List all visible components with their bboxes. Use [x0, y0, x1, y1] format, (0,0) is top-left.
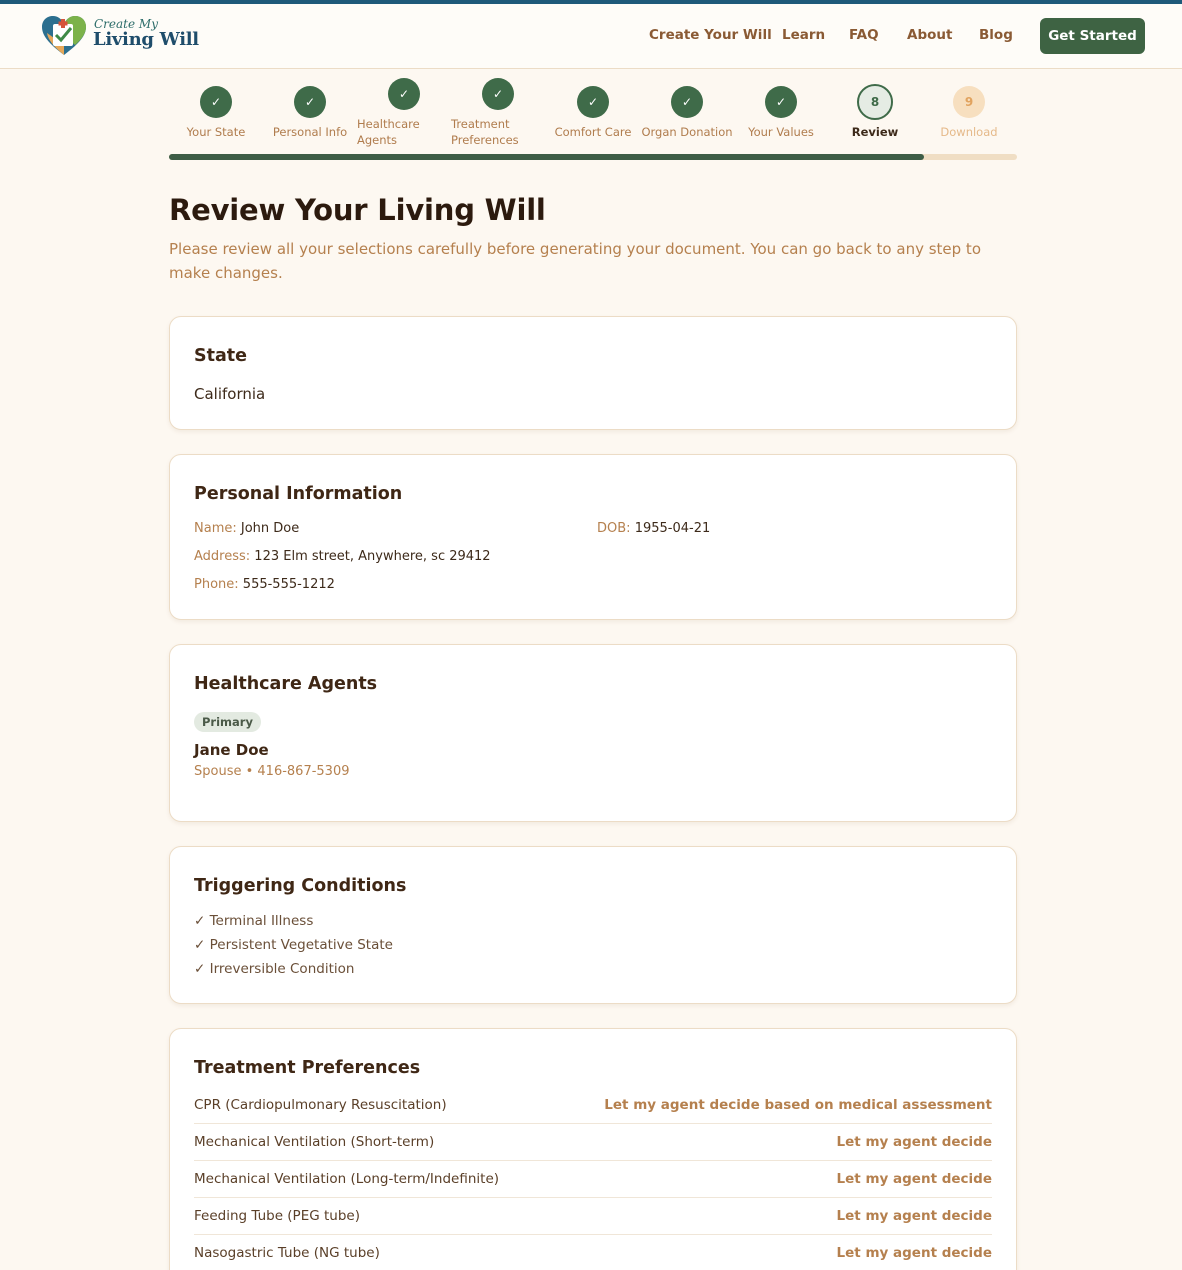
agent-name: Jane Doe: [194, 741, 269, 759]
treatment-choice: Let my agent decide: [836, 1245, 992, 1261]
field-value: John Doe: [240, 521, 300, 536]
treatment-choice: Let my agent decide: [836, 1208, 992, 1224]
card-title: Treatment Preferences: [194, 1058, 421, 1078]
treatment-row: [194, 1087, 992, 1124]
agent-detail: Spouse • 416-867-5309: [194, 764, 350, 779]
get-started-button[interactable]: Get Started: [1040, 18, 1145, 54]
step-label: Comfort Care: [554, 125, 632, 139]
nav-about[interactable]: About: [907, 27, 953, 43]
step-label: Healthcare Agents: [357, 117, 420, 147]
treatment-name: Feeding Tube (PEG tube): [194, 1208, 360, 1224]
treatment-name: Nasogastric Tube (NG tube): [194, 1245, 380, 1261]
nav-blog[interactable]: Blog: [979, 27, 1013, 43]
treatment-choice: Let my agent decide based on medical assessment: [604, 1097, 992, 1113]
condition-item: ✓ Persistent Vegetative State: [194, 937, 393, 953]
page-title: Review Your Living Will: [169, 193, 546, 227]
check-icon: ✓: [765, 86, 797, 118]
check-icon: ✓: [577, 86, 609, 118]
step-your-values[interactable]: [731, 86, 831, 140]
step-review[interactable]: [825, 84, 925, 140]
card-title: Personal Information: [194, 484, 403, 504]
treatment-choice: Let my agent decide: [836, 1134, 992, 1150]
nav-learn[interactable]: Learn: [782, 27, 826, 43]
step-label: Organ Donation: [641, 125, 733, 139]
treatment-row: [194, 1161, 992, 1198]
check-icon: ✓: [482, 78, 514, 110]
logo-title: Living Will: [93, 29, 199, 50]
step-your-state[interactable]: [166, 86, 266, 140]
step-personal-info[interactable]: [260, 86, 360, 140]
step-number: 9: [953, 86, 985, 118]
treatment-name: CPR (Cardiopulmonary Resuscitation): [194, 1097, 447, 1113]
treatment-name: Mechanical Ventilation (Short-term): [194, 1134, 435, 1150]
step-label: Review: [851, 125, 899, 139]
name-field: [194, 521, 299, 536]
primary-badge: Primary: [194, 712, 261, 732]
check-icon: ✓: [200, 86, 232, 118]
step-label: Treatment Preferences: [451, 117, 519, 147]
field-value: 1955-04-21: [634, 521, 711, 536]
state-value: California: [194, 385, 266, 403]
field-label: Name:: [194, 521, 237, 536]
treatment-row: [194, 1198, 992, 1235]
field-label: Phone:: [194, 577, 239, 592]
state-card: [169, 316, 1017, 430]
field-label: DOB:: [597, 521, 631, 536]
step-comfort-care[interactable]: [543, 86, 643, 140]
condition-item: ✓ Terminal Illness: [194, 913, 314, 929]
treatment-choice: Let my agent decide: [836, 1171, 992, 1187]
check-icon: ✓: [388, 78, 420, 110]
step-label: Your State: [186, 125, 246, 139]
step-label: Download: [940, 125, 998, 139]
progress-stepper: [0, 69, 1182, 164]
site-header: [0, 4, 1182, 69]
heart-logo-icon: [40, 15, 88, 57]
check-icon: ✓: [671, 86, 703, 118]
field-label: Address:: [194, 549, 251, 564]
treatment-row: [194, 1235, 992, 1270]
condition-item: ✓ Irreversible Condition: [194, 961, 355, 977]
field-value: 123 Elm street, Anywhere, sc 29412: [254, 549, 491, 564]
check-icon: ✓: [294, 86, 326, 118]
progress-bar-fill: [169, 154, 924, 160]
card-title: State: [194, 346, 248, 366]
logo-tagline: Create My: [94, 17, 158, 31]
page-intro: Please review all your selections carefully before generating your document. You can go back to any step to make changes.: [169, 240, 981, 282]
step-organ-donation[interactable]: [637, 86, 737, 140]
logo[interactable]: [40, 15, 200, 59]
progress-bar: [169, 154, 1017, 160]
step-treatment-preferences[interactable]: [448, 78, 548, 148]
phone-field: [194, 577, 335, 592]
address-field: [194, 549, 491, 564]
triggering-conditions-card: [169, 846, 1017, 1004]
step-label: Personal Info: [272, 125, 348, 139]
treatment-preferences-card: [169, 1028, 1017, 1270]
dob-field: [597, 521, 710, 536]
treatment-row: [194, 1124, 992, 1161]
step-healthcare-agents[interactable]: [354, 78, 454, 148]
personal-info-card: [169, 454, 1017, 620]
nav-create-your-will[interactable]: Create Your Will: [649, 27, 772, 43]
treatment-name: Mechanical Ventilation (Long-term/Indefinite): [194, 1171, 500, 1187]
field-value: 555-555-1212: [242, 577, 335, 592]
step-label: Your Values: [748, 125, 814, 139]
card-title: Triggering Conditions: [194, 876, 407, 896]
card-title: Healthcare Agents: [194, 674, 378, 694]
nav-faq[interactable]: FAQ: [849, 27, 879, 43]
step-number: 8: [857, 84, 893, 120]
healthcare-agents-card: [169, 644, 1017, 822]
step-download[interactable]: [919, 86, 1019, 140]
